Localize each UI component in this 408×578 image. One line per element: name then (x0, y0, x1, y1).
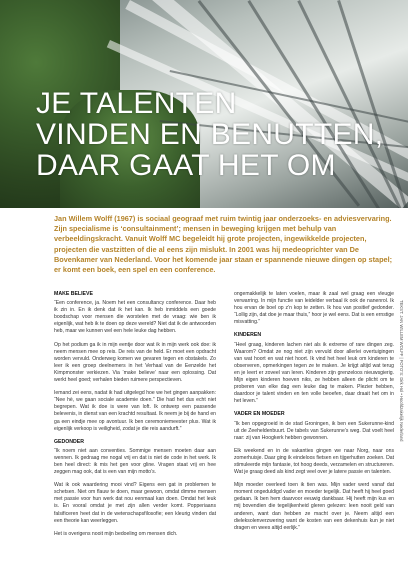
body-paragraph: Wat ik ook waardering mooi vind? Eigens een gat in problemen te schetsen. Niet om flauw te doen, maar gewoon, omdat dimme mensen met passie voor hun werk dat nou eenmaal kan doen. Omdat het leuk is. En vooral omdat je met zijn allen verder komt. Popperiaans falsificeren heet dat in de wetenschapsfilosofie; een kleurig vinden dat een theorie kan weerleggen. (54, 482, 216, 524)
body-paragraph: Elk weekend en in de vakanties gingen we naar Norg, naar ons zomerhuisje. Daar ging ik eindeloos fietsen en tijgerhutten zoeken. Dat stimuleerde mijn fantasie, tot hoog deeds, verzamelen en structureren. Wat je graag deed als kind zegt veel over je latere passie en talenten. (234, 447, 394, 476)
intro-paragraph: Jan Willem Wolff (1967) is sociaal geograaf met ruim twintig jaar onderzoeks- en adviesvervaring. Zijn specialisme is ‘consultainment’; mensen in beweging krijgen met behulp van verbeeldingskracht. Vanuit Wolff MC begeleidt hij grote projecten, ingewikkelde projecten, projecten die vastzitten of die al eens zijn mislukt. In 2001 was hij medeoprichter van De Bovenkamer van Nederland. Voor het komende jaar staan er spannende nieuwe dingen op stapel; er komt een boek, een spel en een conference. (54, 214, 393, 275)
section-heading: GEDONDER (54, 438, 84, 445)
body-paragraph: “Een conference, ja. Noem het een consultancy conference. Daar heb ik zin in. En ik denk dat ik het kan. Ik heb inmiddels een goede boodschap voor mensen die worstelen met de vraag: wie ben ik eigenlijk, wat heb ik te doen op deze wereld? Niet dat ik de antwoorden heb, maar we kunnen wel een hele leuke dag hebben. (54, 300, 216, 335)
left-column (54, 291, 216, 544)
body-paragraph: Op het podium ga ik in mijn eentje door wat ik in mijn werk ook doe: ik neem mensen mee op reis. De reis van de held. Er moet een opdracht worden vervuld. Onderweg komen we gevaren tegen en obstakels. Zo leer ik een groep deelnemers in het Verhaal van de Eenzelde het Kimpmonster verkiezen. Via ‘make believe’ naar een oplossing. Dat werkt heel goed; verhalen bieden ruimere perspectieven. (54, 341, 216, 384)
credits-text: TEKST: JAN WILLEM WOLFF | FOTO’S: Dirk Hol • Hoofdzakelijk Nederland (399, 300, 404, 442)
right-column (234, 291, 394, 538)
section-heading: KINDEREN (234, 332, 262, 339)
headline-line: VINDEN EN BENUTTEN, (36, 118, 384, 151)
body-paragraph: “Heel graag, kinderen lachen niet als ik extreme of rare dingen zeg. Waarom? Omdat ze nog niet zijn vervuld door allerlei overtuigingen van wat hoort en wat niet hoort. Ik vind het heel leuk om kinderen te observeren, opmerkingen tegen ze te maken. Je krijgt altijd wat terug en je leert er zoveel van leren. Kinderen zijn grenzeloos nieuwsgierig. Mijn eigen kinderen hoeven niks, ze hebben alleen de plicht om te proberen van elke dag een leuke dag te maken. Plezier hebben, daardoor je talent vinden en ten volle beoefen, daar draait het om in het leven.” (234, 341, 394, 405)
headline-line: DAAR GAAT HET OM (36, 149, 336, 182)
body-paragraph: ongemakkelijk te laten voelen, maar ik zaal wel graag een vleugje verwarring. In mijn functie van leidelder verbaal ik ook de nanenrol. Ik hou ervan de boel op z’n kop te zetten. Ik hou van positief gedonder. “Lollig zijn, dat doe je maar thuis,” hoor je wel eens. Dat is een ernstige misvatting.” (234, 291, 394, 326)
headline-line: JE TALENTEN (36, 87, 237, 120)
section-heading: MAKE BELIEVE (54, 291, 93, 297)
section-heading: VADER EN MOEDER (234, 411, 285, 418)
body-paragraph: Mijn moeder overleed toen ik tien was. Mijn vader werd vanaf dat moment ongeduldigd vader en moeder tegelijk. Dat heeft hij heel goed gedaan. Ik ben hem daarvoor eeuwig dankbaar. Hij heeft mijn kus en mij bovendien die tegelijkenheid gleren gelezen: leen nooit geld van anderen, want dan hebben ze macht over je. Neem altijd een dieleksolenverzwering want de kosten van een dekenhuis kun je niet dragen en wees altijd eerlijk.” (234, 482, 394, 531)
credits-sidebar (396, 300, 406, 570)
body-paragraph: Het is overigens nooit mijn bedoeling om mensen dich. (54, 530, 178, 537)
headline (36, 88, 396, 181)
body-paragraph: “Ik ben opgegroeid in de stad Groningen, ik ben een Sukerunne-kind uit de Zeeheldenbuurt. De tabels van Sukerunne’s weg. Dat voelt heel raar: zij van Hoogkerk hebben gewonnen. (234, 420, 394, 441)
body-paragraph: Iemand zei eens, nadat ik had uitgelegd hoe we het gingen aanpakken: “Nee hè, we gaan sociale academie doen.” Die had het dus echt niet begrepen. Wat ik doe is were van loft. Ik ontwerp een passende belevenis, in dienst van een krachtd resultaat. Ik neem je bij de hand en ga een eindje mee op avontuur. Ik ben ceremoniemeester plus. Wat ik eigenlijk verkoop is veiligheid, zodat je die reis aandurft.” (54, 390, 216, 432)
hero-photo (0, 0, 408, 208)
body-paragraph: “Ik noem niet aan conventies. Sommige mensen moeten daar aan wennen. Ik gedraag me nogal vrij en dat is niet de code in het werk. Ik ben heel direct: ik mis het gen voor gline. Vragen staat vrij en hee zeggen mag ook, dat is een van mijn motto’s. (54, 447, 216, 476)
